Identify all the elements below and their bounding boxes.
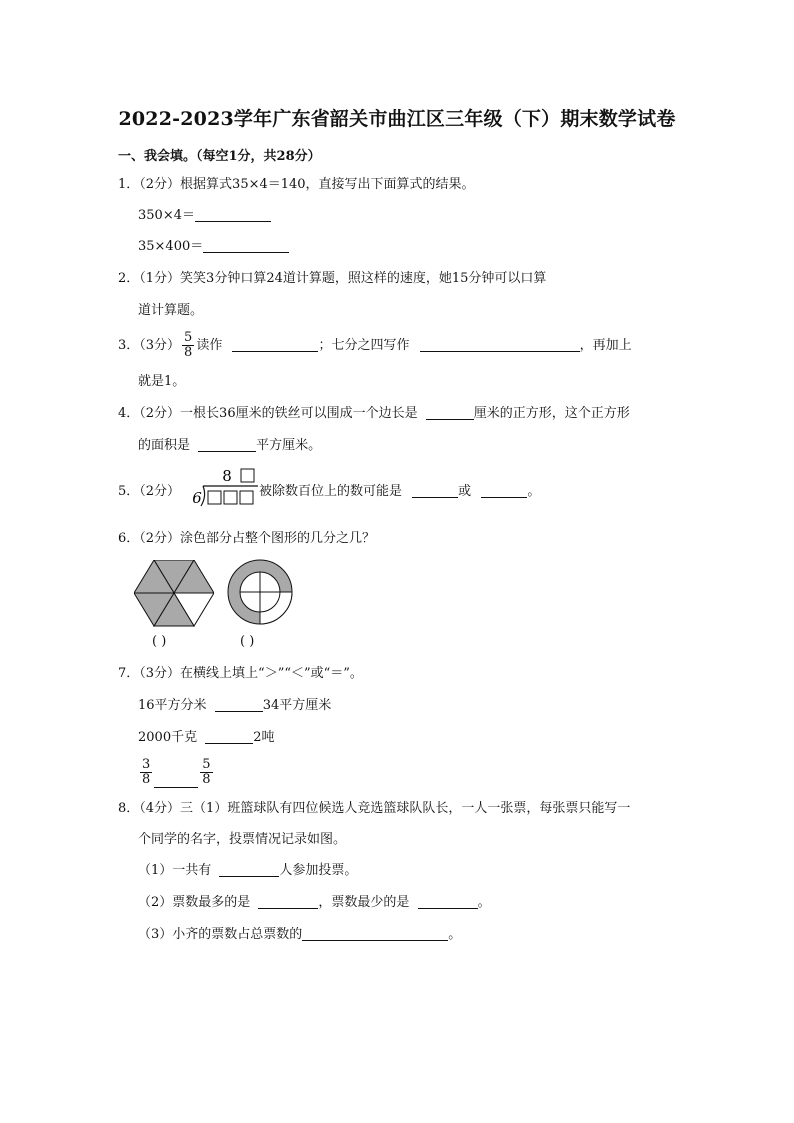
quotient-digit: 8 (222, 467, 232, 485)
answer-blank[interactable] (481, 483, 527, 498)
q8-1-b: 人参加投票。 (279, 863, 358, 878)
q4-text-a: 4．（2分）一根长36厘米的铁丝可以围成一个边长是 (118, 406, 418, 421)
question-4-line2 (138, 437, 321, 455)
hexagon-figure (134, 560, 214, 630)
q4-text-d: 平方厘米。 (256, 438, 322, 453)
q5-or: 或 (458, 484, 472, 499)
circle-figure (226, 558, 294, 626)
q7-b-left: 2000千克 (138, 730, 198, 745)
answer-blank[interactable] (258, 894, 318, 909)
q5-text: 被除数百位上的数可能是 (259, 484, 403, 499)
answer-blank[interactable] (302, 926, 448, 941)
question-8-line2: 个同学的名字，投票情况记录如图。 (138, 832, 347, 847)
answer-blank[interactable] (198, 437, 256, 452)
dividend-box (208, 491, 221, 504)
q1-part-b (138, 238, 289, 256)
q8-2-b: ，票数最少的是 (318, 895, 410, 910)
answer-blank[interactable] (232, 337, 318, 352)
page-title: 2022-2023学年广东省韶关市曲江区三年级（下）期末数学试卷 (118, 108, 676, 130)
q8-part-1 (138, 862, 357, 880)
question-7: 7．（3分）在横线上填上“＞”“＜”或“＝”。 (118, 666, 363, 681)
fraction-numerator: 3 (142, 757, 151, 772)
question-3-line2: 就是1。 (138, 374, 186, 389)
q4-text-b: 厘米的正方形，这个正方形 (473, 406, 630, 421)
q8-3-a: （3）小齐的票数占总票数的 (138, 927, 303, 942)
q8-part-2 (138, 894, 491, 912)
answer-blank[interactable] (205, 729, 253, 744)
answer-blank[interactable] (195, 207, 271, 222)
answer-blank[interactable] (219, 862, 279, 877)
question-5-prefix: 5．（2分） (118, 484, 181, 499)
dividend-box (240, 491, 253, 504)
answer-blank[interactable] (203, 238, 289, 253)
answer-paren[interactable]: ( ) (240, 634, 255, 649)
q7-a-right: 34平方厘米 (262, 698, 332, 713)
answer-blank[interactable] (215, 697, 263, 712)
question-2-line1: 2．（1分）笑笑3分钟口算24道计算题，照这样的速度，她15分钟可以口算 (118, 271, 547, 286)
q3-read: 读作 (196, 338, 223, 353)
fraction-denominator: 8 (202, 772, 211, 787)
divisor: 6 (192, 489, 202, 507)
q7-part-b (138, 729, 275, 747)
section-heading: 一、我会填。（每空1分，共28分） (118, 149, 321, 164)
dividend-box (224, 491, 237, 504)
q1-part-a (138, 207, 271, 225)
long-division-figure (190, 466, 260, 508)
fraction (200, 758, 212, 787)
q8-2-a: （2）票数最多的是 (138, 895, 251, 910)
q8-1-a: （1）一共有 (138, 863, 212, 878)
q7-part-a (138, 697, 331, 715)
quotient-box (241, 469, 254, 482)
fraction (140, 758, 152, 787)
question-5-text (259, 483, 540, 501)
answer-blank[interactable] (154, 759, 198, 788)
question-4-line1 (118, 405, 630, 423)
fraction-numerator: 5 (184, 330, 193, 345)
q4-text-c: 的面积是 (138, 438, 191, 453)
q8-3-b: 。 (448, 927, 462, 942)
answer-paren[interactable]: ( ) (152, 634, 167, 649)
question-1: 1．（2分）根据算式35×4＝140，直接写出下面算式的结果。 (118, 177, 475, 192)
question-8-line1: 8．（4分）三（1）班篮球队有四位候选人竞选篮球队队长，一人一张票，每张票只能写一 (118, 801, 631, 816)
q7-part-c (138, 757, 215, 789)
q1-a-text: 350×4＝ (138, 208, 195, 223)
fraction-denominator: 8 (142, 772, 151, 787)
q5-end: 。 (527, 484, 541, 499)
q3-suffix: ，再加上 (579, 338, 632, 353)
question-3 (118, 330, 632, 362)
q3-mid: ；七分之四写作 (318, 338, 410, 353)
fraction (182, 331, 194, 360)
fraction-denominator: 8 (184, 345, 193, 360)
question-2-line2: 道计算题。 (138, 303, 204, 318)
answer-blank[interactable] (418, 894, 478, 909)
q7-a-left: 16平方分米 (138, 698, 207, 713)
answer-blank[interactable] (420, 337, 580, 352)
q1-b-text: 35×400＝ (138, 239, 204, 254)
answer-blank[interactable] (426, 405, 474, 420)
fraction-numerator: 5 (202, 757, 211, 772)
q8-2-c: 。 (477, 895, 491, 910)
q8-part-3 (138, 926, 461, 944)
answer-blank[interactable] (412, 483, 458, 498)
q3-prefix: 3．（3分） (118, 338, 181, 353)
q7-b-right: 2吨 (253, 730, 275, 745)
question-6: 6．（2分）涂色部分占整个图形的几分之几？ (118, 531, 376, 546)
